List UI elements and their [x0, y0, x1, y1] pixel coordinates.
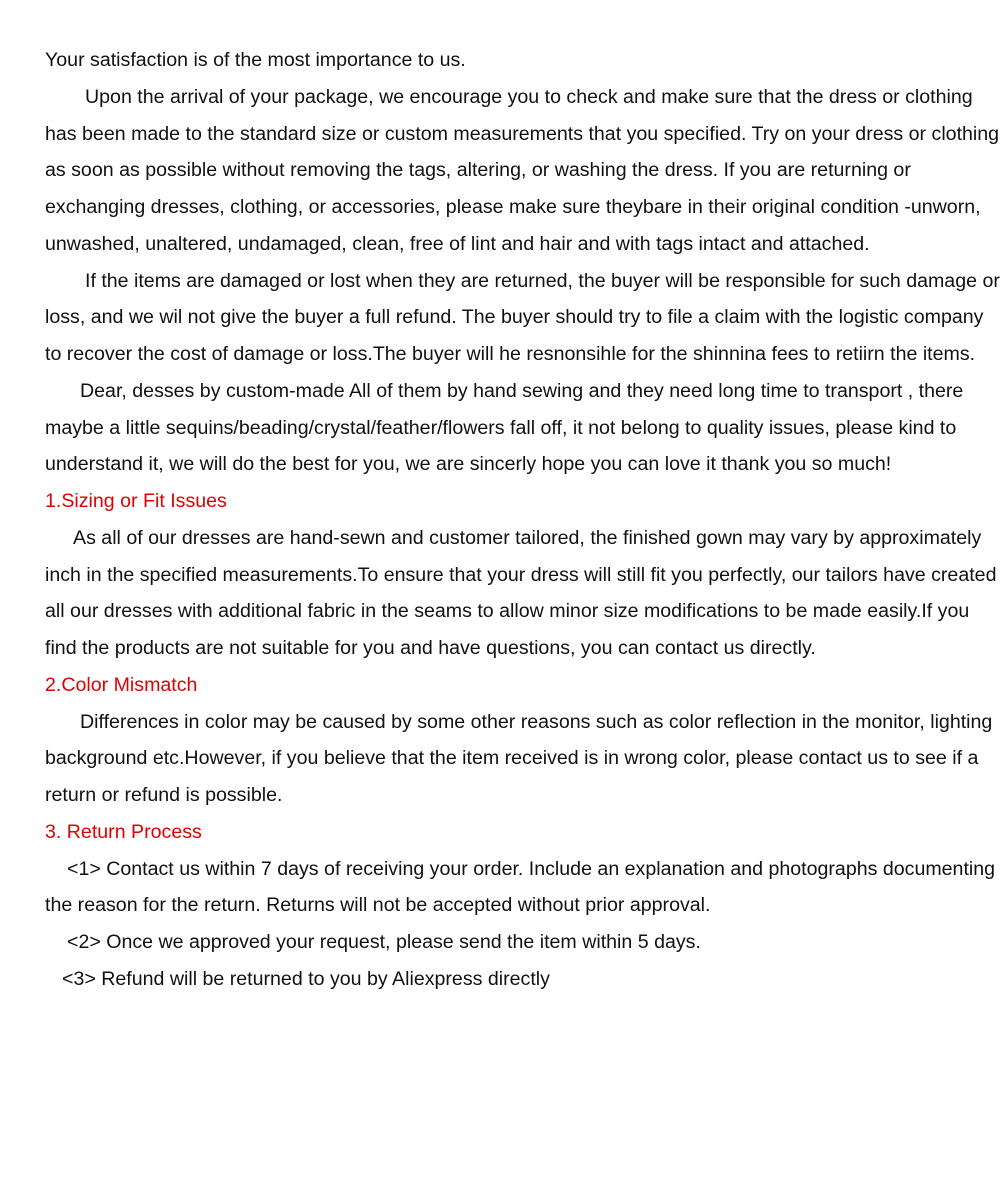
section-heading-color: 2.Color Mismatch: [45, 673, 198, 696]
return-step-2: <2> Once we approved your request, please send the item within 5 days.: [67, 931, 701, 953]
return-step-3: <3> Refund will be returned to you by Aliexpress directly: [62, 967, 550, 990]
return-step-1: <1> Contact us within 7 days of receiving your order. Include an explanation and photographs documenting the reason for the return. Returns will not be accepted without prior approval.: [45, 857, 996, 917]
custom-made-paragraph: Dear, desses by custom-made All of them by hand sewing and they need long time to transport , there maybe a little sequins/beading/crystal/feather/flowers fall off, it not belong to quality issues, please kind to understand it, we will do the best for you, we are sincerly hope you can love it thank you so much!: [45, 379, 964, 476]
package-check-paragraph: Upon the arrival of your package, we encourage you to check and make sure that the dress or clothing has been made to the standard size or custom measurements that you specified. Try on your dress or clothing as soon as possible without removing the tags, altering, or washing the dress. If you are returning or exchanging dresses, clothing, or accessories, please make sure theybare in their original condition -unworn, unwashed, unaltered, undamaged, clean, free of lint and hair and with tags intact and attached.: [45, 85, 1000, 255]
intro-text: Your satisfaction is of the most importance to us.: [45, 49, 466, 71]
damage-loss-paragraph: If the items are damaged or lost when they are returned, the buyer will be responsible for such damage or loss, and we wil not give the buyer a full refund. The buyer should try to file a claim with the logistic company to recover the cost of damage or loss.The buyer will he resnonsihle for the shinnina fees to retiirn the items.: [45, 269, 1000, 365]
color-paragraph: Differences in color may be caused by some other reasons such as color reflection in the monitor, lighting background etc.However, if you believe that the item received is in wrong color, please contact us to see if a return or refund is possible.: [45, 710, 993, 806]
section-heading-sizing: 1.Sizing or Fit Issues: [45, 490, 227, 512]
section-heading-return-process: 3. Return Process: [45, 820, 202, 843]
return-policy-document: [45, 42, 1000, 998]
sizing-paragraph: As all of our dresses are hand-sewn and customer tailored, the finished gown may vary by approximately inch in the specified measurements.To ensure that your dress will still fit you perfectly, our tailors have created all our dresses with additional fabric in the seams to allow minor size modifications to be made easily.If you find the products are not suitable for you and have questions, you can contact us directly.: [45, 526, 997, 659]
